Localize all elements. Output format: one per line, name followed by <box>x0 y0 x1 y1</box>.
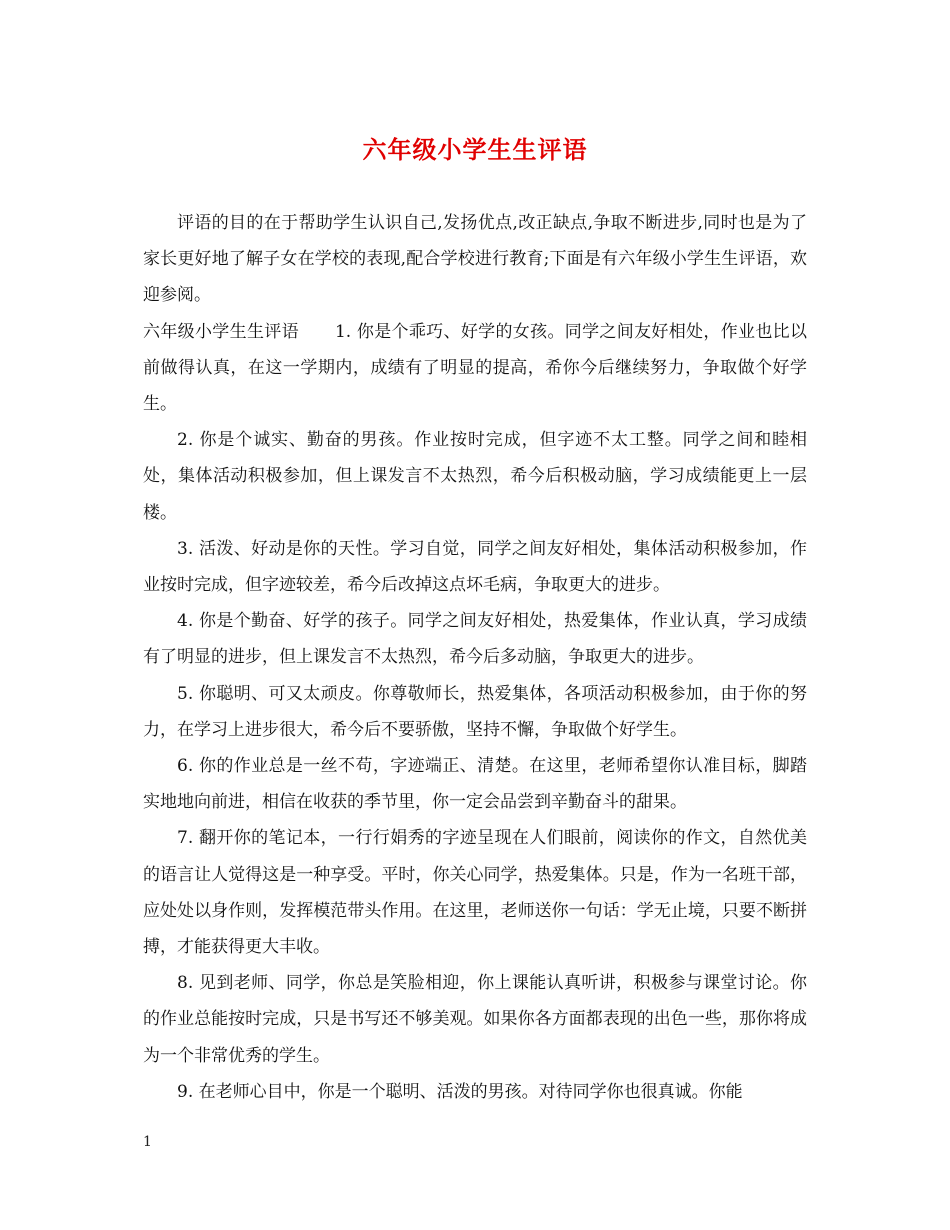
comment-item-7: 7. 翻开你的笔记本，一行行娟秀的字迹呈现在人们眼前，阅读你的作文，自然优美的语言让人觉得这是一种享受。平时，你关心同学，热爱集体。只是，作为一名班干部，应处处以身作则，发挥模范带头作用。在这里，老师送你一句话：学无止境，只要不断拼搏，才能获得更大丰收。 <box>143 828 807 958</box>
first-item-paragraph <box>143 314 807 423</box>
comment-item-4: 4. 你是个勤奋、好学的孩子。同学之间友好相处，热爱集体，作业认真，学习成绩有了明显的进步，但上课发言不太热烈，希今后多动脑，争取更大的进步。 <box>143 611 807 668</box>
comment-item-6: 6. 你的作业总是一丝不苟，字迹端正、清楚。在这里，老师希望你认准目标，脚踏实地地向前进，相信在收获的季节里，你一定会品尝到辛勤奋斗的甜果。 <box>143 756 807 813</box>
intro-paragraph: 评语的目的在于帮助学生认识自己,发扬优点,改正缺点,争取不断进步,同时也是为了家长更好地了解子女在学校的表现,配合学校进行教育;下面是有六年级小学生生评语，欢迎参阅。 <box>143 213 807 306</box>
comment-item-5: 5. 你聪明、可又太顽皮。你尊敬师长，热爱集体，各项活动积极参加，由于你的努力，在学习上进步很大，希今后不要骄傲，坚持不懈，争取做个好学生。 <box>143 683 807 740</box>
page-number: 1 <box>143 1134 152 1150</box>
comment-item-2: 2. 你是个诚实、勤奋的男孩。作业按时完成，但字迹不太工整。同学之间和睦相处，集体活动积极参加，但上课发言不太热烈，希今后积极动脑，学习成绩能更上一层楼。 <box>143 430 807 523</box>
section-label: 六年级小学生生评语 <box>143 321 299 342</box>
document-body <box>143 205 807 1110</box>
comment-item-1: 1. 你是个乖巧、好学的女孩。同学之间友好相处，作业也比以前做得认真，在这一学期内，成绩有了明显的提高，希你今后继续努力，争取做个好学生。 <box>143 321 808 415</box>
comment-item-9: 9. 在老师心目中，你是一个聪明、活泼的男孩。对待同学你也很真诚。你能 <box>177 1081 743 1102</box>
comment-item-8: 8. 见到老师、同学，你总是笑脸相迎，你上课能认真听讲，积极参与课堂讨论。你的作业总能按时完成，只是书写还不够美观。如果你各方面都表现的出色一些，那你将成为一个非常优秀的学生。 <box>143 973 807 1066</box>
comment-item-3: 3. 活泼、好动是你的天性。学习自觉，同学之间友好相处，集体活动积极参加，作业按时完成，但字迹较差，希今后改掉这点坏毛病，争取更大的进步。 <box>143 538 807 596</box>
document-title: 六年级小学生生评语 <box>362 135 588 164</box>
